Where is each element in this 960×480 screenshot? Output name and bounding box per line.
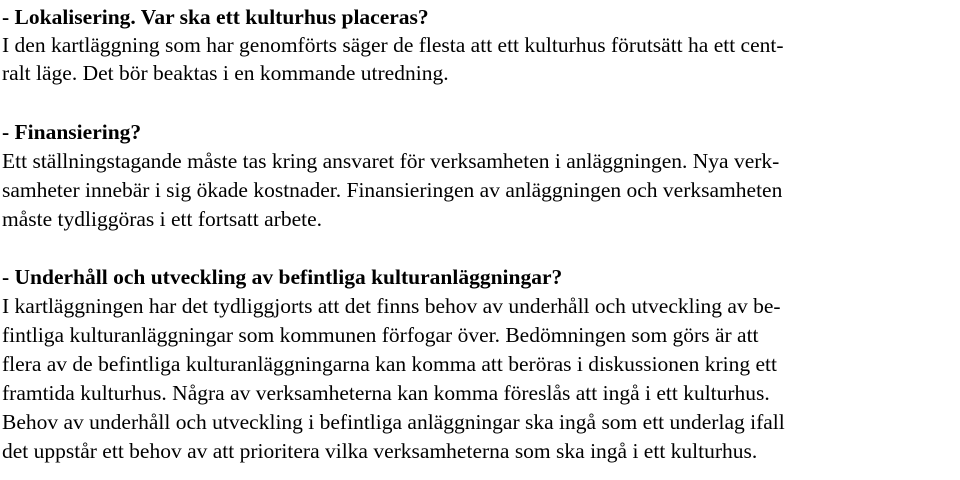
section-heading-finansiering: - Finansiering? [2, 120, 142, 144]
paragraph-line: flera av de befintliga kulturanläggningarna kan komma att beröras i diskussionen kring ett [2, 352, 777, 376]
paragraph-line: samheter innebär i sig ökade kostnader. Finansieringen av anläggningen och verksamheten [2, 178, 783, 202]
paragraph-line: det uppstår ett behov av att prioritera vilka verksamheterna som ska ingå i ett kulturhus. [2, 439, 758, 463]
paragraph-line: ralt läge. Det bör beaktas i en kommande utredning. [2, 61, 449, 85]
section-heading-lokalisering: - Lokalisering. Var ska ett kulturhus placeras? [2, 5, 429, 29]
paragraph-line: framtida kulturhus. Några av verksamheterna kan komma föreslås att ingå i ett kulturhus. [2, 381, 770, 405]
paragraph-line: fintliga kulturanläggningar som kommunen förfogar över. Bedömningen som görs är att [2, 323, 759, 347]
paragraph-line: Ett ställningstagande måste tas kring ansvaret för verksamheten i anläggningen. Nya verk- [2, 149, 780, 173]
paragraph-line: Behov av underhåll och utveckling i befintliga anläggningar ska ingå som ett underlag ifall [2, 410, 785, 434]
paragraph-line: I kartläggningen har det tydliggjorts att det finns behov av underhåll och utveckling av be- [2, 294, 781, 318]
paragraph-line: måste tydliggöras i ett fortsatt arbete. [2, 207, 323, 231]
section-heading-underhall: - Underhåll och utveckling av befintliga kulturanläggningar? [2, 265, 563, 289]
paragraph-line: I den kartläggning som har genomförts säger de flesta att ett kulturhus förutsätt ha ett cent- [2, 33, 784, 57]
